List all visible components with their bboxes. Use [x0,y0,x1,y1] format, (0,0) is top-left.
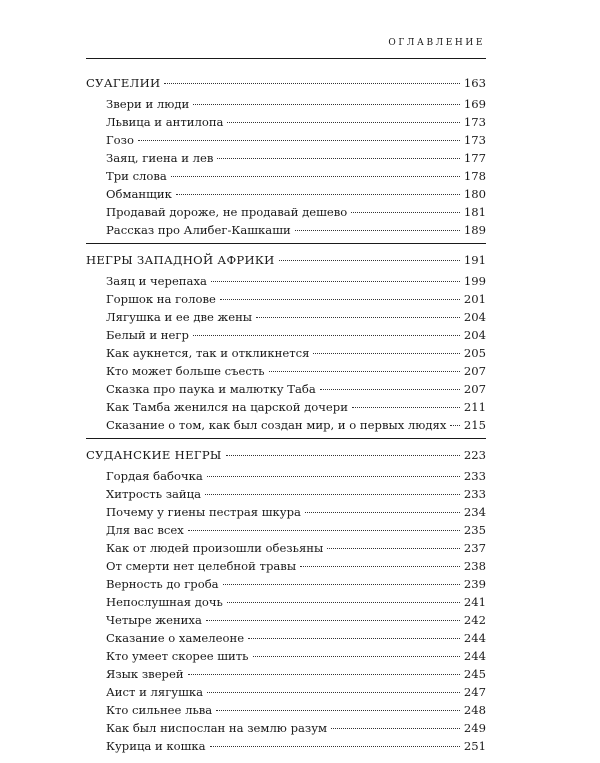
dot-leader [176,194,460,195]
dot-leader [220,299,460,300]
toc-entry-title: Верность до гроба [106,577,219,591]
toc-entry [86,611,486,629]
toc-entry [86,167,486,185]
toc-entry [86,380,486,398]
toc-entry-page-number: 211 [463,400,486,414]
toc-entry-title: От смерти нет целебной травы [106,559,297,573]
toc-entry-title: Почему у гиены пестрая шкура [106,505,301,519]
toc-entry-page-number: 241 [463,595,486,609]
dot-leader [227,602,460,603]
toc-entry-page-number: 234 [463,505,486,519]
toc-entry-page-number: 244 [463,649,486,663]
toc-entry-page-number: 251 [463,739,486,753]
dot-leader [164,83,459,84]
toc-entry-page-number: 178 [463,169,486,183]
toc-entry-page-number: 199 [463,274,486,288]
toc-entry-title: Кто умеет скорее шить [106,649,249,663]
dot-leader [450,425,459,426]
section-heading [86,71,486,95]
toc-entry-page-number: 235 [463,523,486,537]
toc-entry [86,131,486,149]
toc-entry [86,701,486,719]
toc-entry-title: Горшок на голове [106,292,216,306]
toc-entry-title: Курица и кошка [106,739,206,753]
toc-section [86,443,486,759]
toc-entry-title: Как от людей произошли обезьяны [106,541,324,555]
toc-entry [86,308,486,326]
toc-entry-title: Как аукнется, так и откликнется [106,346,310,360]
toc-entry-title: Сказание о хамелеоне [106,631,245,645]
toc-entry-page-number: 237 [463,541,486,555]
toc-entry [86,737,486,755]
dot-leader [269,371,460,372]
header-rule [86,58,486,59]
dot-leader [210,746,460,747]
toc-entry-page-number: 180 [463,187,486,201]
toc-entry-page-number: 242 [463,613,486,627]
toc-entry [86,272,486,290]
dot-leader [305,512,460,513]
toc-entry-page-number: 169 [463,97,486,111]
toc-entry-title: Гордая бабочка [106,469,203,483]
dot-leader [188,674,460,675]
dot-leader [279,260,460,261]
dot-leader [295,230,460,231]
toc-entry-page-number: 173 [463,133,486,147]
dot-leader [253,656,460,657]
toc-section [86,71,486,244]
toc-entry [86,326,486,344]
toc-entry-page-number: 189 [463,223,486,237]
dot-leader [327,548,460,549]
toc-entry-page-number: 173 [463,115,486,129]
dot-leader [188,530,460,531]
dot-leader [217,158,459,159]
section-heading-title: НЕГРЫ ЗАПАДНОЙ АФРИКИ [86,253,275,267]
toc-entry-page-number: 233 [463,487,486,501]
section-heading [86,443,486,467]
toc-entry-title: Белый и негр [106,328,189,342]
toc-section [86,248,486,439]
toc-entry [86,629,486,647]
toc-entry-page-number: 204 [463,310,486,324]
toc-entry-page-number: 204 [463,328,486,342]
toc-entry [86,683,486,701]
dot-leader [331,728,460,729]
toc-entry-page-number: 201 [463,292,486,306]
toc-entry-title: Как Тамба женился на царской дочери [106,400,348,414]
toc-entry-title: Продавай дороже, не продавай дешево [106,205,348,219]
toc-entry [86,575,486,593]
toc-entry-page-number: 245 [463,667,486,681]
section-heading [86,248,486,272]
dot-leader [227,122,459,123]
toc-entry-title: Аист и лягушка [106,685,204,699]
toc-entry-page-number: 239 [463,577,486,591]
toc-entry-page-number: 215 [463,418,486,432]
dot-leader [207,692,460,693]
toc-entry-title: Четыре жениха [106,613,202,627]
toc-entry [86,113,486,131]
toc-entry [86,95,486,113]
toc-entry-page-number: 181 [463,205,486,219]
table-of-contents [86,71,486,763]
toc-entry-title: Для вас всех [106,523,184,537]
toc-entry-title: Сказание о том, как был создан мир, и о первых людях [106,418,447,432]
toc-entry-title: Непослушная дочь [106,595,223,609]
toc-entry [86,185,486,203]
toc-entry [86,485,486,503]
dot-leader [226,455,460,456]
toc-entry-title: Язык зверей [106,667,184,681]
dot-leader [171,176,460,177]
toc-entry-title: Звери и люди [106,97,190,111]
toc-entry [86,290,486,308]
dot-leader [193,104,460,105]
toc-entry [86,647,486,665]
toc-entry-title: Рассказ про Алибег-Кашкаши [106,223,291,237]
toc-entry-page-number: 233 [463,469,486,483]
dot-leader [320,389,460,390]
toc-entry-title: Кто может больше съесть [106,364,265,378]
toc-entry-page-number: 244 [463,631,486,645]
toc-entry-page-number: 248 [463,703,486,717]
toc-entry [86,362,486,380]
toc-entry [86,203,486,221]
toc-entry-page-number: 205 [463,346,486,360]
toc-entry [86,221,486,239]
toc-entry-page-number: 247 [463,685,486,699]
toc-entry-page-number: 207 [463,382,486,396]
toc-entry [86,539,486,557]
toc-entry-page-number: 207 [463,364,486,378]
toc-entry-title: Заяц, гиена и лев [106,151,214,165]
toc-entry-title: Хитрость зайца [106,487,202,501]
toc-entry [86,149,486,167]
toc-entry [86,593,486,611]
toc-entry [86,344,486,362]
running-head: ОГЛАВЛЕНИЕ [388,38,485,48]
toc-entry-title: Гозо [106,133,134,147]
dot-leader [313,353,459,354]
toc-entry [86,557,486,575]
dot-leader [248,638,460,639]
dot-leader [211,281,460,282]
dot-leader [205,494,460,495]
section-heading-page-number: 191 [463,253,486,267]
toc-entry-title: Сказка про паука и малютку Таба [106,382,316,396]
dot-leader [352,407,460,408]
dot-leader [207,476,460,477]
toc-entry [86,398,486,416]
toc-entry-title: Лягушка и ее две жены [106,310,253,324]
section-heading-page-number: 223 [463,448,486,462]
toc-entry-page-number: 177 [463,151,486,165]
toc-entry [86,467,486,485]
toc-entry-title: Львица и антилопа [106,115,224,129]
toc-entry [86,521,486,539]
section-heading-page-number: 163 [463,76,486,90]
toc-entry [86,416,486,434]
dot-leader [216,710,460,711]
toc-entry [86,503,486,521]
toc-entry-title: Обманщик [106,187,172,201]
dot-leader [223,584,460,585]
toc-entry-page-number: 249 [463,721,486,735]
dot-leader [193,335,460,336]
dot-leader [351,212,460,213]
toc-entry-title: Кто сильнее льва [106,703,213,717]
toc-entry-title: Заяц и черепаха [106,274,207,288]
dot-leader [300,566,460,567]
dot-leader [206,620,460,621]
section-heading-title: СУАГЕЛИИ [86,76,161,90]
toc-entry-title: Как был ниспослан на землю разум [106,721,328,735]
dot-leader [138,140,460,141]
toc-entry [86,719,486,737]
toc-entry-title: Три слова [106,169,167,183]
toc-entry [86,665,486,683]
dot-leader [256,317,460,318]
toc-entry-page-number: 238 [463,559,486,573]
section-heading-title: СУДАНСКИЕ НЕГРЫ [86,448,222,462]
